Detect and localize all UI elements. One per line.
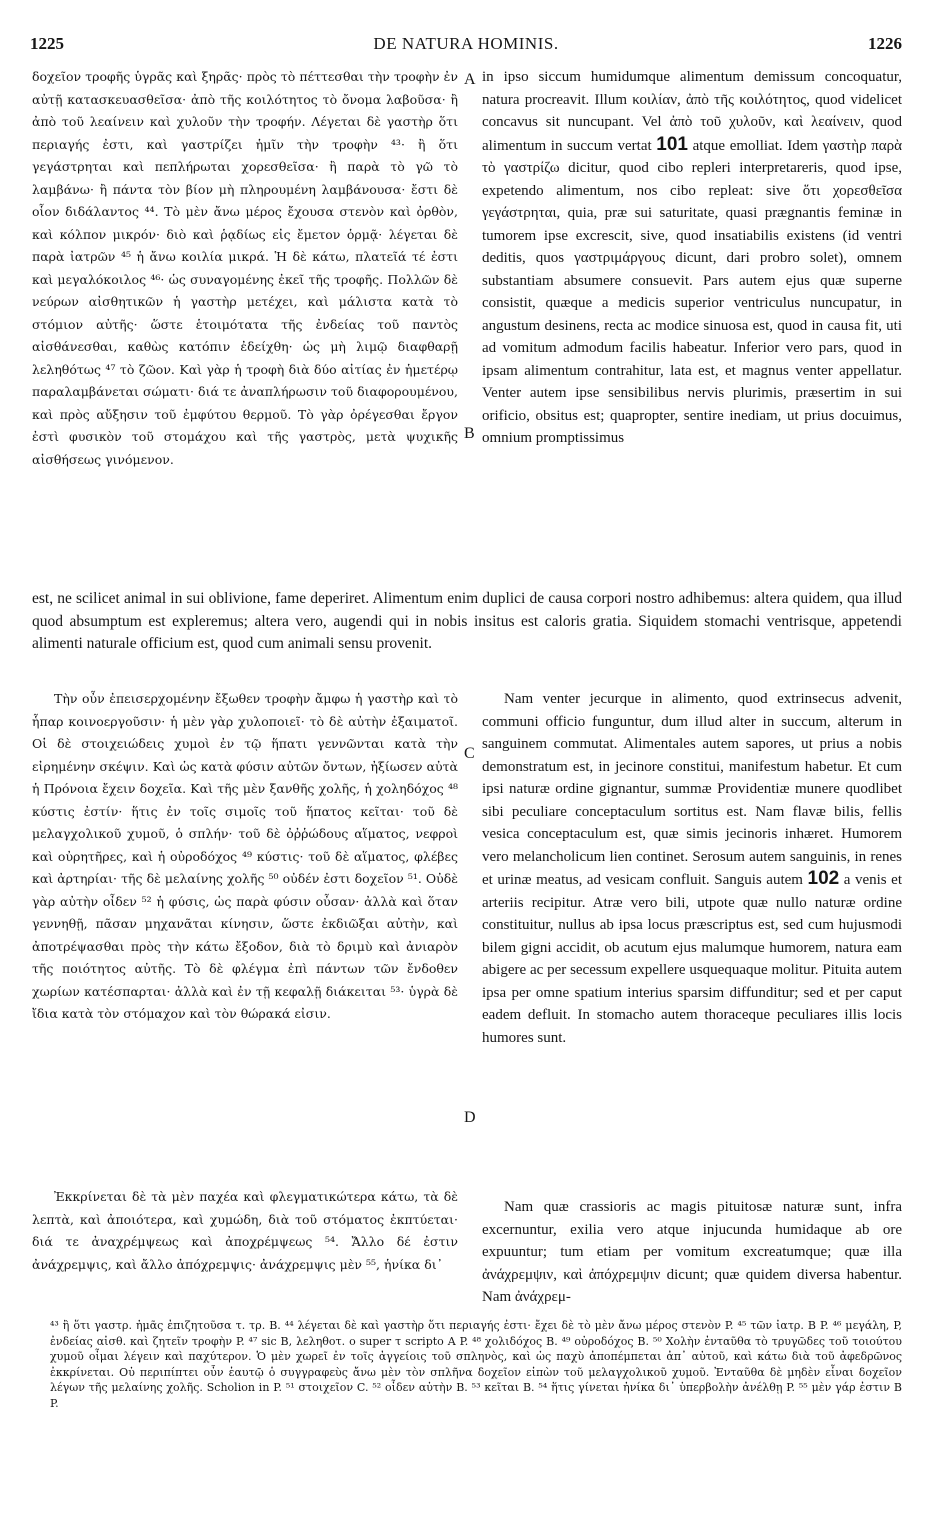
latin-column-1 [482, 66, 902, 586]
latin-paragraph-1-part-b: atque emolliat. Idem γαστὴρ παρὰ τὸ γαστρίζω dicitur, quod cibo repleri interpretareris, quod ipse, expetendo alimentum, nos cibo repleat: sive ὅτι χορεσθεῖσα γεγάστρηται, quia, præ sui saturitate, quasi prægnantis feminæ in tumorem ipse excrescit, sive, quod insatiabilis existens (id ventri deditis, quos γαστριμάργους dicunt, dari probro solet), omnem substantiam absumere consuevit. Pars autem ejus quæ superne consistit, quæque a medicis superior ventriculus nuncupatur, in angustum desinens, recta ac modice sinuosa est, quod in causa fit, uti ad vomitum admodum facilis habeatur. Inferior vero pars, quod in ipsam alimentum contrahitur, lata est, et magnus venter appellatur. Venter autem ipse sensibilibus nervis plurimis, præsertim in sui orificio, obsitus est; quapropter, sentire inediam, ut prius docuimus, omnium promptissimus [482, 137, 902, 446]
latin-paragraph-1 [482, 66, 902, 450]
section-marker-c: C [464, 745, 475, 762]
greek-column-3 [32, 1186, 458, 1286]
latin-column-2 [482, 688, 902, 1198]
latin-spanning-paragraph [32, 588, 902, 680]
greek-paragraph-1: δοχεῖον τροφῆς ὑγρᾶς καὶ ξηρᾶς· πρὸς τὸ πέττεσθαι τὴν τροφὴν ἐν αὐτῇ κατασκευασθεῖσα· ἀπὸ τῆς κοιλότητος τὸ ὄνομα λαβοῦσα· ἢ ἀπὸ τοῦ λεαίνειν καὶ χυλοῦν τὴν τροφήν. Λέγεται δὲ γαστὴρ ὅτι περιαγής ἐστι, καὶ γαστρίζει ἡμῖν τὴν τροφὴν ⁴³· ἢ ὅτι γεγάστρηται καὶ πεπλήρωται χορεσθεῖσα· ἢ παρὰ τὸ γῶ τὸ λαμβάνω· ἢ πάντα τὸν βίον μὴ πληρουμένη λαμβάνουσα· ἔστι δὲ οἷον διδάλαντος ⁴⁴. Τὸ μὲν ἄνω μέρος ἔχουσα στενὸν καὶ ὀρθὸν, καὶ κόλπον μικρόν· διὸ καὶ ῥᾳδίως εἰς ἔμετον ὁρμᾷ· λέγεται δὲ παρὰ ἰατρῶν ⁴⁵ ἡ ἄνω κοιλία μικρά. Ἡ δὲ κάτω, πλατεῖά τέ ἐστι καὶ μεγαλόκοιλος ⁴⁶· ὡς συναγομένης ἐκεῖ τῆς τροφῆς. Πολλῶν δὲ νεύρων αἰσθητικῶν ἡ γαστὴρ μετέχει, καὶ μάλιστα κατὰ τὸ στόμιον αὐτῆς· ὥστε ἑτοιμότατα τῆς ἐνδείας τοῦ παντὸς αἰσθάνεσθαι, καθὼς κατόπιν ἐδείχθη· ὡς μὴ λιμῷ διαφθαρῇ λεληθότως ⁴⁷ τὸ ζῶον. Καὶ γὰρ ἡ τροφὴ διὰ δύο αἰτίας ἐν ἡμετέρῳ παραλαμβάνεται σώματι· διά τε ἀναπλήρωσιν τοῦ διαφορουμένου, καὶ πρὸς αὔξησιν τοῦ ἐμφύτου θερμοῦ. Τὸ γὰρ ὀρέγεσθαι ἔργον ἐστὶ φυσικὸν τοῦ στομάχου καὶ τῆς γαστρὸς, μετὰ ψυχικῆς αἰσθήσεως γινόμενον. [32, 69, 458, 467]
footnotes [50, 1318, 902, 1528]
greek-paragraph-2: Τὴν οὖν ἐπεισερχομένην ἔξωθεν τροφὴν ἄμφω ἡ γαστὴρ καὶ τὸ ἧπαρ κοινοεργοῦσιν· ἡ μὲν γὰρ χυλοποιεῖ· τὸ δὲ αὐτὴν ἐξαιματοῖ. Οἱ δὲ στοιχειώδεις χυμοὶ ἐν τῷ ἥπατι γεννῶνται κατὰ τὴν εἰρημένην σκέψιν. Καὶ ὡς κατὰ φύσιν αὐτῶν ὄντων, ἠξίωσεν αὐτὰ ἡ Πρόνοια ἔχειν δοχεῖα. Καὶ τῆς μὲν ξανθῆς χολῆς, ἡ χοληδόχος ⁴⁸ κύστις ἐστίν· ἥτις ἐν τοῖς σιμοῖς τοῦ ἥπατος κεῖται· τοῦ δὲ μελαγχολικοῦ χυμοῦ, ὁ σπλήν· τοῦ δὲ ὀῤῥώδους αἵματος, νεφροὶ καὶ οὐρητῆρες, καὶ ἡ οὐροδόχος ⁴⁹ κύστις· τοῦ δὲ αἵματος, φλέβες καὶ ἀρτηρίαι· τῆς δὲ μελαίνης χολῆς ⁵⁰ οὐδέν ἐστι δοχεῖον ⁵¹. Οὐδὲ γὰρ αὐτὴν οἶδεν ⁵² ἡ φύσις, ὡς παρὰ φύσιν οὖσαν· ἀλλὰ καὶ ὅταν γεννηθῇ, πᾶσαν μηχανᾶται κίνησιν, ὥστε ἐκδιῶξαι αὐτὴν, καὶ ἀποτρέψασθαι πρὸς τὴν κάτω ἔξοδον, διὰ τὸ δριμὺ καὶ ἀνιαρὸν τῆς ποιότητος αὐτῆς. Τὸ δὲ φλέγμα ἐπὶ πάντων τῶν ἔνδοθεν χωρίων κατέσπαρται· ἀλλὰ καὶ ἐν τῇ κεφαλῇ διάκειται ⁵³· ὑγρὰ δὲ ἴδια κατὰ τὸν στόμαχον καὶ τὸν θώρακά εἰσιν. [32, 691, 458, 1021]
footnote-text: ⁴³ ἢ ὅτι γαστρ. ἡμᾶς ἐπιζητοῦσα τ. τρ. B. ⁴⁴ λέγεται δὲ καὶ γαστὴρ ὅτι περιαγής ἐστι· ἔχει δὲ τὸ μὲν ἄνω μέρος στενὸν P. ⁴⁵ τῶν ἰατρ. B P. ⁴⁶ μεγάλη, P, ἐνδείας αἰσθ. καὶ ζητεῖν τροφὴν P. ⁴⁷ sic B, λεληθοτ. o super τ scripto A P. ⁴⁸ χολιδόχος B. ⁴⁹ οὐροδόχος B. ⁵⁰ Χολὴν ἐνταῦθα τὸ τρυγῶδες τοῦ τοιούτου χυμοῦ οἶμαι λέγειν καὶ παχύτερον. Ὁ μὲν χωρεῖ ἐν τοῖς ἀγγείοις τοῦ σπληνὸς, καὶ ὡς παχὺ ἀποπέμπεται ἀπ᾽ αὐτοῦ, καὶ κάτω διὰ τοῦ ἀφεδρῶνος ἐκκρίνεται. Οὐ περιπίπτει οὖν ἑαυτῷ ὁ συγγραφεὺς ἄνω μὲν τὸν σπλῆνα δοχεῖον εἰπὼν τοῦ μελαγχολικοῦ χυμοῦ. Ἐνταῦθα δὲ μηδὲν εἶναι δοχεῖον λέγων τῆς μελαίνης χολῆς. Scholion in P. ⁵¹ στοιχεῖον C. ⁵² οἶδεν αὐτὴν B. ⁵³ κεῖται B. ⁵⁴ ἥτις γίνεται ἡνίκα δι᾽ ὑπερβολὴν ἀνέλθῃ P. ⁵⁵ μὲν γάρ ἐστιν B P. [50, 1319, 902, 1410]
column-number-101: 101 [656, 133, 688, 155]
latin-spanning-text: est, ne scilicet animal in sui oblivione, fame deperiret. Alimentum enim duplici de causa corpori nostro adhibemus: altera quidem, qua illud quod absumptum est expleremus; altera vero, augendi qui in nobis insitus est caloris gratia. Siquidem stomachi ventrisque, appetendi alimenti naturale officium est, quod cum animali sensu provenit. [32, 590, 902, 652]
section-marker-a: A [464, 71, 476, 88]
section-marker-d: D [464, 1109, 476, 1126]
greek-column-1 [32, 66, 458, 586]
running-title: DE NATURA HOMINIS. [373, 34, 559, 53]
latin-paragraph-3: Nam quæ crassioris ac magis pituitosæ naturæ sunt, infra excernuntur, exilia vero atque injucunda humidaque ab ore expuuntur; tum etiam per vomitum excreatumque; quæ illa ἀνάχρεμψιν, καὶ ἀπόχρεμψιν dicunt; quæ quidem diversa habentur. Nam ἀνάχρεμ- [482, 1199, 902, 1305]
page-number-right: 1226 [868, 34, 902, 53]
section-marker-b: B [464, 425, 475, 442]
greek-paragraph-3: Ἐκκρίνεται δὲ τὰ μὲν παχέα καὶ φλεγματικώτερα κάτω, τὰ δὲ λεπτὰ, καὶ ἀποιότερα, καὶ χυμώδη, διὰ τοῦ στόματος ἐκπτύεται· διά τε ἀναχρέμψεως καὶ ἀποχρέμψεως ⁵⁴. Ἄλλο δέ ἐστιν ἀνάχρεμψις, καὶ ἄλλο ἀπόχρεμψις· ἀνάχρεμψις μὲν ⁵⁵, ἡνίκα δι᾽ [32, 1189, 458, 1272]
page-number-left: 1225 [30, 34, 64, 53]
greek-column-2 [32, 688, 458, 1138]
latin-paragraph-2-part-a: Nam venter jecurque in alimento, quod extrinsecus advenit, communi officio funguntur, dum illud alter in succum, alterum in sanguinem commutat. Alimentales autem sapores, ut prius a nobis demonstratum est, in jecinore constitui, manifestum habetur. Et cum ipsi naturæ ordine gignantur, summæ Providentiæ munere quodlibet sibi peculiare conceptaculum sortitus est. Nam flavæ bilis, fellis vesica conceptaculum est, quæ simis jecinoris inhæret. Humorem vero melancholicum lien continet. Serosum autem sanguinis, in renes et urinæ meatus, ad vesicam confluit. Sanguis autem [482, 691, 902, 888]
latin-paragraph-2 [482, 688, 902, 1049]
latin-column-3 [482, 1196, 902, 1316]
running-header [30, 34, 902, 56]
column-number-102: 102 [807, 868, 840, 889]
latin-paragraph-1-part-a: in ipso siccum humidumque alimentum demissum concoquatur, natura procreavit. Illum κοιλίαν, ἀπὸ τῆς κοιλότητος, quod videlicet concavus sit nuncupant. Vel ἀπὸ τοῦ χυλοῦν, καὶ λεαίνειν, quod alimentum in succum vertat [482, 69, 902, 154]
latin-paragraph-2-part-b: a venis et arteriis recipitur. Atræ vero bili, utpote quæ nullo naturæ ordine constituitur, nullus ab ipsa locus præscriptus est, sed cum hujusmodi bilem gigni accidit, ob acutum ejus malumque humorem, natura eam abigere ac per secessum expellere usquequaque molitur. Pituita autem ipsa per omne spatium interius sparsim diffunditur; sed et per caput eadem defluit. In stomacho autem thoraceque peculiares illis locis humores sunt. [482, 872, 902, 1046]
